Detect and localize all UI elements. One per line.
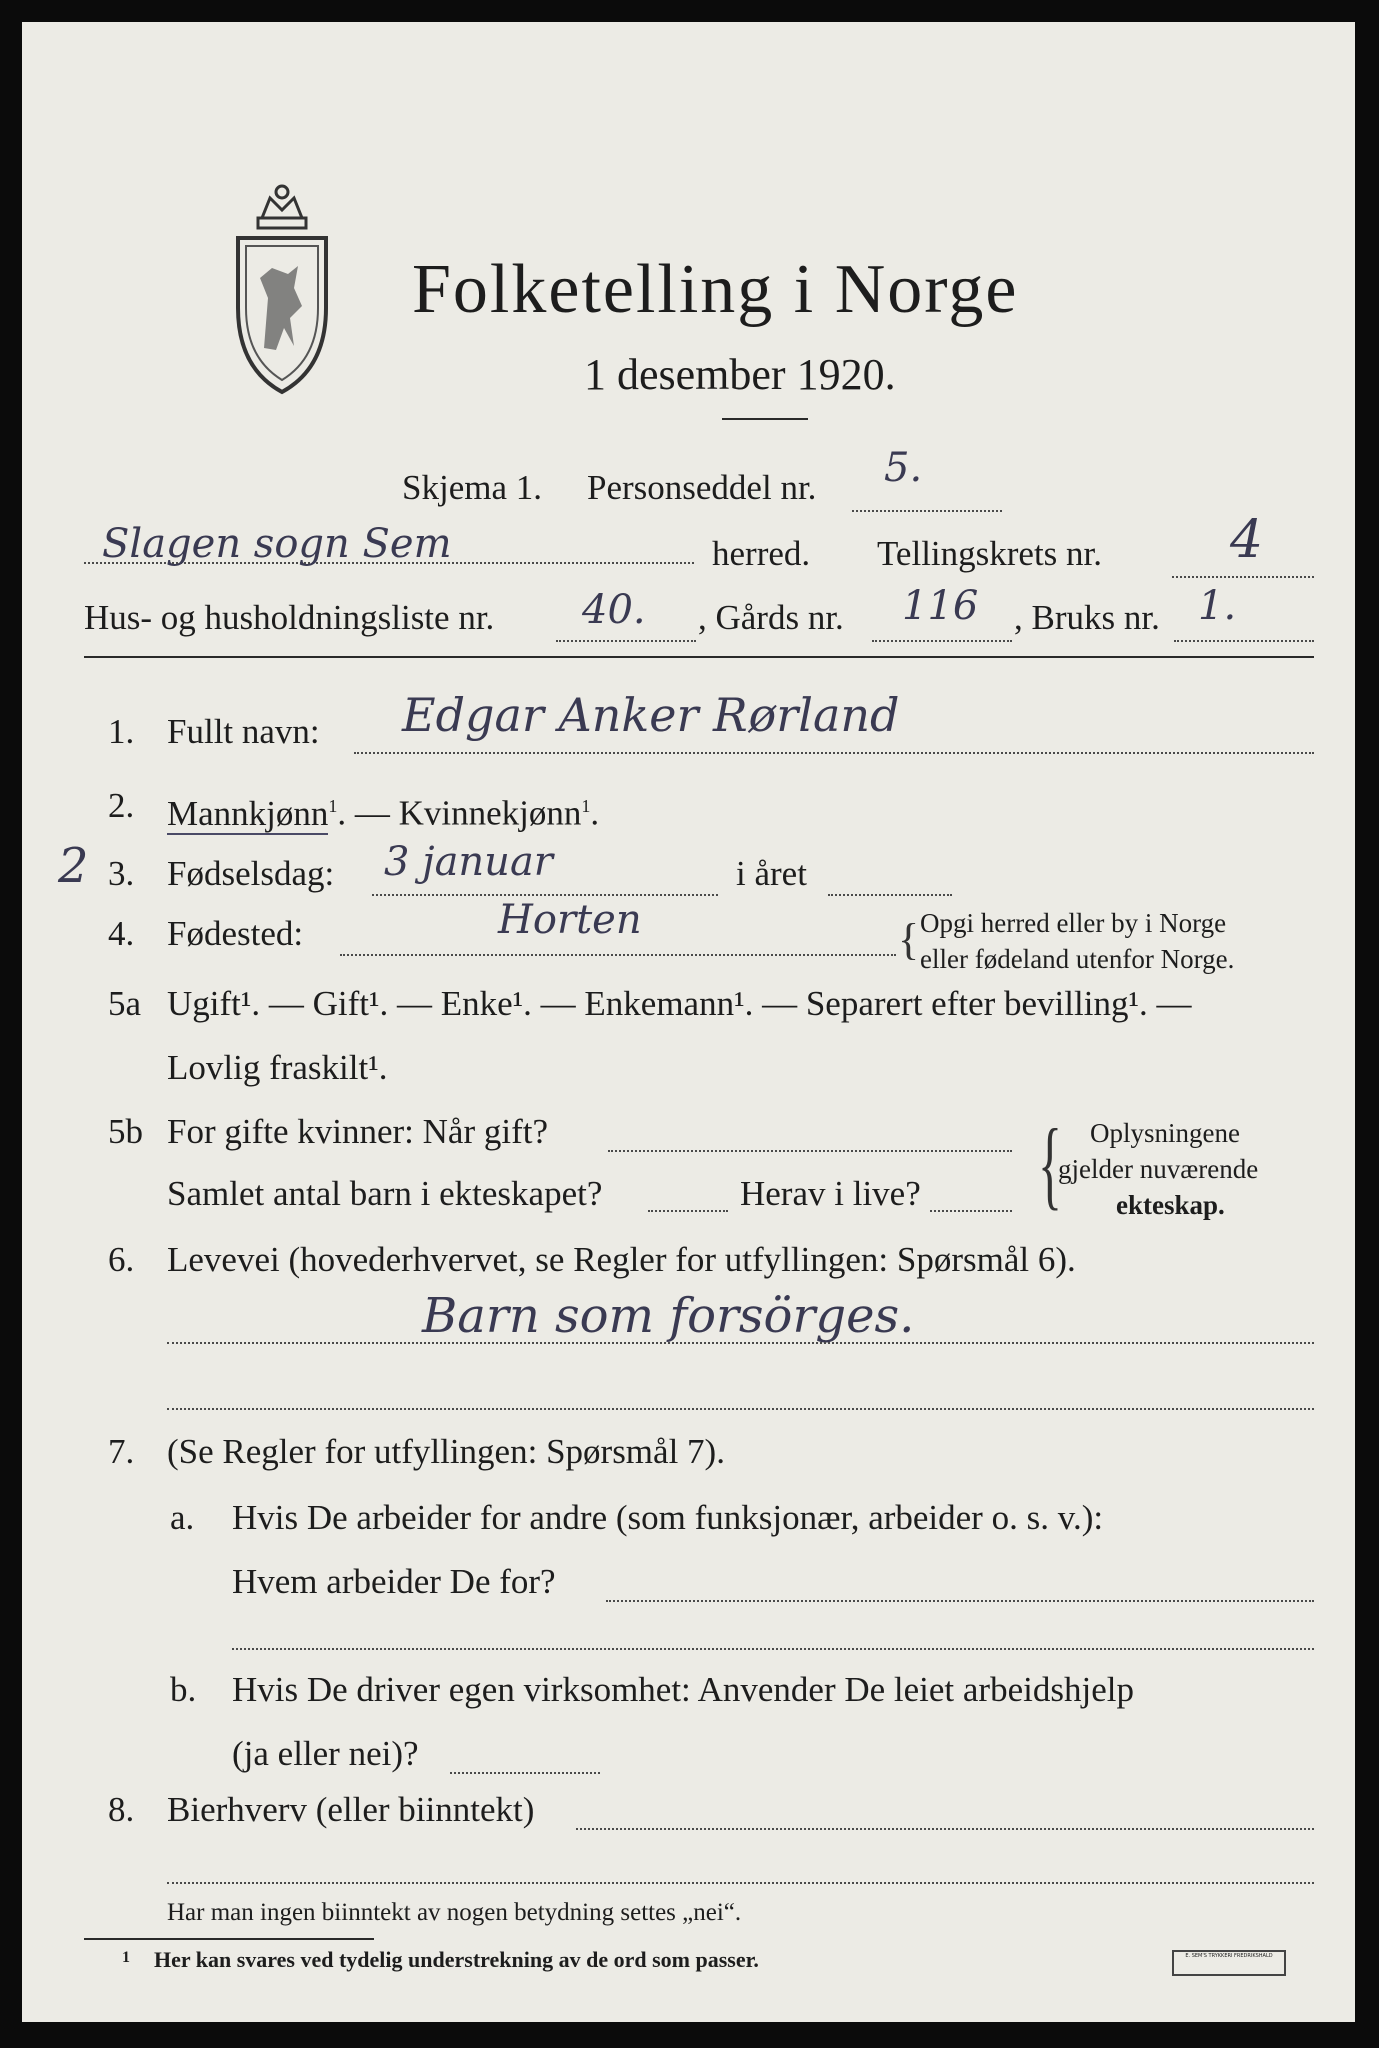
- q5a-line2[interactable]: Lovlig fraskilt¹.: [167, 1048, 388, 1087]
- q7a-extra-line: [232, 1648, 1314, 1650]
- hus-value[interactable]: 40.: [582, 587, 646, 633]
- gards-label: , Gårds nr.: [698, 598, 844, 637]
- q8-line2: [167, 1882, 1314, 1884]
- bruks-line: [1174, 640, 1314, 642]
- q4-label: Fødested:: [167, 914, 304, 953]
- q3-label: Fødselsdag:: [167, 854, 335, 893]
- title-divider: [722, 418, 808, 420]
- q4-note-line2: eller fødeland utenfor Norge.: [920, 944, 1235, 974]
- q7a-employer-line: [606, 1600, 1314, 1602]
- hus-label: Hus- og husholdningsliste nr.: [84, 598, 495, 637]
- gards-value[interactable]: 116: [902, 583, 979, 629]
- census-form: [22, 22, 1355, 2022]
- q7b-letter: b.: [170, 1670, 197, 1709]
- footnote-text: Her kan svares ved tydelig understrekning av de ord som passer.: [154, 1947, 759, 1972]
- q4-brace: {: [898, 915, 920, 964]
- q8-line1: [576, 1828, 1314, 1830]
- q7b-line2: (ja eller nei)?: [232, 1734, 419, 1773]
- herred-value[interactable]: Slagen sogn Sem: [102, 521, 452, 567]
- herred-label: herred.: [712, 534, 811, 573]
- q3-line: [372, 894, 718, 896]
- tellingskrets-line: [1172, 576, 1314, 578]
- q3-year-label: i året: [736, 854, 807, 893]
- female-option[interactable]: Kvinnekjønn: [398, 793, 582, 833]
- male-footnote-mark: 1: [328, 796, 338, 816]
- q3-margin-note: 2: [58, 838, 89, 894]
- q5b-line2a: Samlet antal barn i ekteskapet?: [167, 1174, 603, 1213]
- gards-line: [872, 640, 1012, 642]
- q7b-answer-line: [450, 1772, 600, 1774]
- q1-value[interactable]: Edgar Anker Rørland: [402, 688, 900, 742]
- census-date: 1 desember 1920.: [584, 350, 896, 399]
- personseddel-value[interactable]: 5.: [884, 445, 923, 491]
- q3-year-line: [828, 894, 952, 896]
- q5a-number: 5a: [108, 984, 142, 1023]
- printer-stamp: E. SEM'S TRYKKERI FREDRIKSHALD: [1172, 1950, 1286, 1976]
- q4-value[interactable]: Horten: [498, 897, 642, 943]
- q5b-married-line: [608, 1150, 1012, 1152]
- q2-end: .: [590, 793, 600, 833]
- q6-line2: [167, 1408, 1314, 1410]
- q5b-note-line2: gjelder nuværende: [1058, 1154, 1259, 1184]
- q8-note: Har man ingen biinntekt av nogen betydning settes „nei“.: [167, 1899, 742, 1926]
- tellingskrets-value[interactable]: 4: [1230, 510, 1264, 570]
- q1-number: 1.: [108, 712, 135, 751]
- q5b-note-line1: Oplysningene: [1090, 1118, 1240, 1148]
- coat-of-arms-icon: [232, 178, 332, 398]
- q3-value[interactable]: 3 januar: [384, 839, 553, 885]
- female-footnote-mark: 1: [581, 796, 591, 816]
- footnote-divider: [84, 1938, 374, 1940]
- q8-label: Bierhverv (eller biinntekt): [167, 1790, 535, 1829]
- personseddel-line: [852, 510, 1002, 512]
- q1-label: Fullt navn:: [167, 712, 320, 751]
- header-divider: [84, 656, 1314, 658]
- q7a-letter: a.: [170, 1498, 195, 1537]
- personseddel-label: Personseddel nr.: [587, 468, 817, 507]
- bruks-label: , Bruks nr.: [1014, 598, 1160, 637]
- q2-separator: . —: [337, 793, 399, 833]
- q5b-brace: {: [1038, 1108, 1062, 1219]
- q4-number: 4.: [108, 914, 135, 953]
- q8-number: 8.: [108, 1790, 135, 1829]
- q7-label: (Se Regler for utfyllingen: Spørsmål 7).: [167, 1432, 725, 1471]
- q4-note-line1: Opgi herred eller by i Norge: [920, 908, 1227, 938]
- q5b-line1: For gifte kvinner: Når gift?: [167, 1112, 549, 1151]
- q5a-line1[interactable]: Ugift¹. — Gift¹. — Enke¹. — Enkemann¹. — Separert efter bevilling¹. —: [167, 984, 1192, 1023]
- q1-line: [354, 752, 1314, 754]
- bruks-value[interactable]: 1.: [1198, 583, 1237, 629]
- q5b-line2b: Herav i live?: [740, 1174, 921, 1213]
- q6-line1: [167, 1342, 1314, 1344]
- q6-value[interactable]: Barn som forsörges.: [422, 1288, 915, 1344]
- q5b-note-line3: ekteskap.: [1116, 1190, 1225, 1220]
- q6-number: 6.: [108, 1240, 135, 1279]
- footnote-mark: 1: [122, 1949, 130, 1966]
- tellingskrets-label: Tellingskrets nr.: [877, 534, 1103, 573]
- q2-number: 2.: [108, 786, 135, 825]
- q7-number: 7.: [108, 1432, 135, 1471]
- q7a-line1: Hvis De arbeider for andre (som funksjonær, arbeider o. s. v.):: [232, 1498, 1104, 1537]
- hus-line: [556, 640, 696, 642]
- q6-label: Levevei (hovederhvervet, se Regler for utfyllingen: Spørsmål 6).: [167, 1240, 1076, 1279]
- q4-line: [340, 954, 896, 956]
- q5b-children-line: [648, 1210, 728, 1212]
- q7b-line1: Hvis De driver egen virksomhet: Anvender De leiet arbeidshjelp: [232, 1670, 1134, 1709]
- q3-number: 3.: [108, 854, 135, 893]
- form-title: Folketelling i Norge: [412, 251, 1019, 328]
- q2-options: [167, 786, 599, 834]
- q5b-number: 5b: [108, 1112, 143, 1151]
- q5b-alive-line: [930, 1210, 1012, 1212]
- skjema-label: Skjema 1.: [402, 468, 542, 507]
- male-option[interactable]: Mannkjønn: [167, 793, 329, 833]
- q7a-line2: Hvem arbeider De for?: [232, 1562, 556, 1601]
